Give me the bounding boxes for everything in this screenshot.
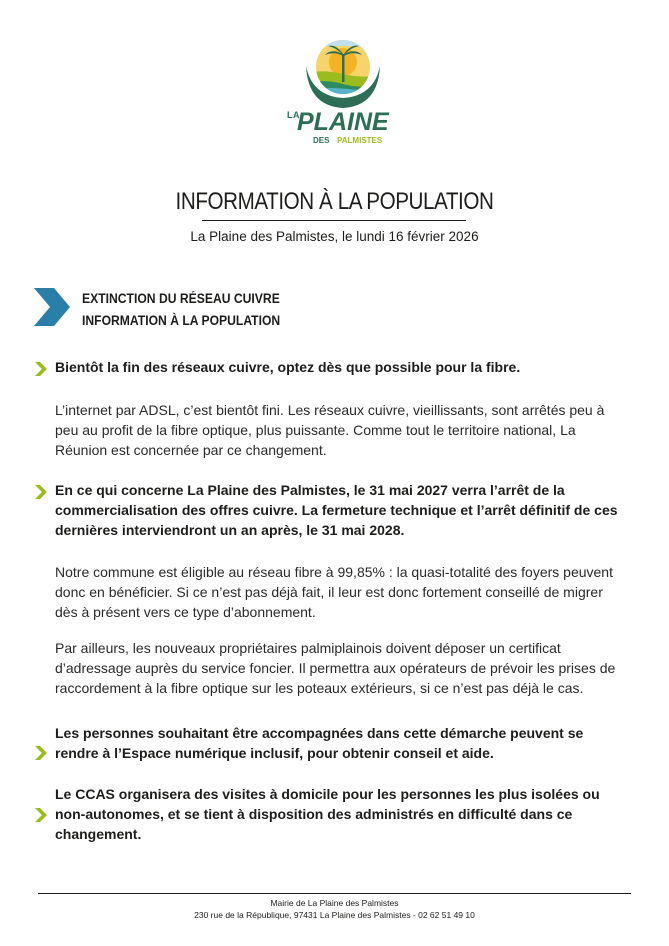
bullet-chevron-icon bbox=[35, 808, 47, 822]
paragraph-6: Les personnes souhaitant être accompagnées dans cette démarche peuvent se rendre à l’Espace numérique inclusif, pour obtenir conseil et aide. bbox=[55, 725, 584, 761]
logo-text-des: DES bbox=[313, 136, 330, 145]
paragraph-3: En ce qui concerne La Plaine des Palmistes, le 31 mai 2027 verra l’arrêt de la commercialisation des offres cuivre. La fermeture technique et l’arrêt définitif de ces dernières interviendront un an après, le 31 mai 2028. bbox=[55, 482, 618, 538]
title-divider bbox=[202, 220, 466, 221]
footer-line-1: Mairie de La Plaine des Palmistes bbox=[270, 898, 399, 908]
logo-text-la: LA bbox=[287, 110, 300, 120]
section-heading-line1: EXTINCTION DU RÉSEAU CUIVRE bbox=[82, 291, 280, 306]
bullet-chevron-icon bbox=[35, 485, 47, 499]
paragraph-7: Le CCAS organisera des visites à domicile pour les personnes les plus isolées ou non-autonomes, et se tient à disposition des administrés en difficulté dans ce changement. bbox=[55, 786, 600, 842]
section-heading-line2: INFORMATION À LA POPULATION bbox=[82, 313, 281, 328]
page-title: INFORMATION À LA POPULATION bbox=[175, 188, 494, 215]
footer-line-2: 230 rue de la République, 97431 La Plaine des Palmistes - 02 62 51 49 10 bbox=[194, 910, 475, 920]
logo-text-plaine: PLAINE bbox=[297, 108, 389, 136]
footer-divider bbox=[38, 893, 631, 894]
section-chevron-icon bbox=[34, 288, 70, 326]
paragraph-1: Bientôt la fin des réseaux cuivre, optez dès que possible pour la fibre. bbox=[55, 359, 521, 375]
paragraph-4: Notre commune est éligible au réseau fibre à 99,85% : la quasi-totalité des foyers peuvent donc en bénéficier. Si ce n’est pas déjà fait, il leur est donc fortement conseillé de migrer dès à présent vers ce type d’abonnement. bbox=[55, 564, 613, 620]
dateline: La Plaine des Palmistes, le lundi 16 février 2026 bbox=[190, 229, 479, 244]
bullet-chevron-icon bbox=[35, 746, 47, 760]
section-heading bbox=[82, 288, 280, 332]
logo-text-palmistes: PALMISTES bbox=[337, 136, 383, 145]
paragraph-5: Par ailleurs, les nouveaux propriétaires palmiplainois doivent déposer un certificat d’adressage auprès du service foncier. Il permettra aux opérateurs de prévoir les prises de raccordement à la fibre optique sur les poteaux extérieurs, si ce n’est pas déjà le cas. bbox=[55, 640, 616, 696]
bullet-chevron-icon bbox=[35, 362, 47, 376]
paragraph-2: L’internet par ADSL, c’est bientôt fini. Les réseaux cuivre, vieillissants, sont arrêtés peu à peu au profit de la fibre optique, plus puissante. Comme tout le territoire national, La Réunion est concernée par ce changement. bbox=[55, 402, 605, 458]
